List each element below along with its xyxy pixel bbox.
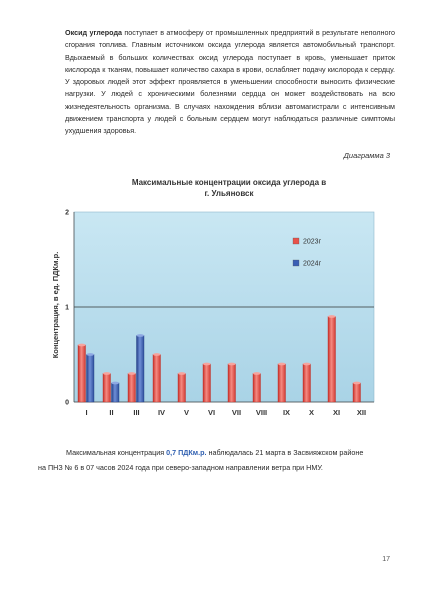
bar-2023г-X [303,364,311,402]
y-tick-label-0: 0 [65,399,69,407]
bar-top-2023г-VIII [253,372,261,375]
bar-top-2023г-XII [353,382,361,385]
bar-top-2024г-I [87,353,95,356]
footer-line2: на ПНЗ № 6 в 07 часов 2024 года при северо-западном направлении ветра при НМУ. [38,463,323,472]
chart-title-line2: г. Ульяновск [204,189,254,198]
bar-top-2023г-I [78,344,86,347]
bar-2023г-XII [353,383,361,402]
x-tick-label-III: III [133,408,140,417]
bar-2023г-II [103,374,111,403]
chart-title [70,177,388,199]
x-tick-label-VII: VII [231,408,242,417]
x-tick-label-V: V [183,408,190,417]
bar-2023г-IX [278,364,286,402]
bar-2023г-V [178,374,186,403]
bar-top-2023г-X [303,363,311,366]
legend-label-2024г: 2024г [303,260,322,268]
bar-top-2023г-II [103,372,111,375]
bar-top-2024г-III [137,334,145,337]
x-tick-label-X: X [308,408,315,417]
bar-top-2023г-VII [228,363,236,366]
diagram-caption: Диаграмма 3 [343,151,390,160]
bar-2023г-VII [228,364,236,402]
bar-2024г-II [112,383,120,402]
footer-note [38,445,388,475]
bar-2023г-VIII [253,374,261,403]
bar-top-2023г-IX [278,363,286,366]
bar-top-2023г-VI [203,363,211,366]
paragraph-lead: Оксид углерода [65,28,122,37]
bar-top-2024г-II [112,382,120,385]
footer-text-b: наблюдалась 21 марта в Засвияжском районе [206,448,364,457]
x-tick-label-XII: XII [356,408,367,417]
bar-top-2023г-IV [153,353,161,356]
bar-chart [44,200,394,430]
x-tick-label-VI: VI [207,408,216,417]
bar-2023г-I [78,345,86,402]
bar-top-2023г-V [178,372,186,375]
bar-2023г-XI [328,317,336,403]
page-number: 17 [382,556,390,563]
x-tick-label-XI: XI [332,408,341,417]
footer-highlight-value: 0,7 ПДКм.р. [166,448,207,457]
footer-line1 [38,445,388,460]
body-paragraph [65,27,395,138]
bar-top-2023г-XI [328,315,336,318]
bar-2023г-VI [203,364,211,402]
footer-text-a: Максимальная концентрация [66,448,167,457]
bar-2024г-III [137,336,145,403]
legend-label-2023г: 2023г [303,238,322,246]
legend-swatch-2024г [293,260,299,266]
x-tick-label-IX: IX [282,408,291,417]
x-tick-label-II: II [109,408,114,417]
chart-title-line1: Максимальные концентрации оксида углерода в [131,178,327,187]
paragraph-text: поступает в атмосферу от промышленных предприятий в результате неполного сгорания топлива. Главным источником оксида углерода является автомобильный транспорт. Вдыхаемый в больших количествах оксид углерода поступает в кровь, уменьшает приток кислорода к тканям, повышает количество сахара в крови, ослабляет подачу кислорода к сердцу. У здоровых людей этот эффект проявляется в уменьшении способности выносить физические нагрузки. У людей с хроническими болезнями сердца он может воздействовать на всю жизнедеятельность организма. В случаях нахождения вблизи автомагистрали с интенсивным движением транспорта у людей с больным сердцем могут наблюдаться различные симптомы ухудшения здоровья. [65,28,395,136]
legend-swatch-2023г [293,238,299,244]
x-tick-label-IV: IV [157,408,166,417]
x-tick-label-I: I [85,408,88,417]
bar-2024г-I [87,355,95,403]
x-tick-label-VIII: VIII [255,408,268,417]
bar-2023г-IV [153,355,161,403]
bar-top-2023г-III [128,372,136,375]
y-tick-label-2: 2 [65,209,69,217]
y-axis-label: Концентрация, в ед. ПДКм.р. [51,251,60,359]
y-tick-label-1: 1 [65,304,69,312]
bar-2023г-III [128,374,136,403]
